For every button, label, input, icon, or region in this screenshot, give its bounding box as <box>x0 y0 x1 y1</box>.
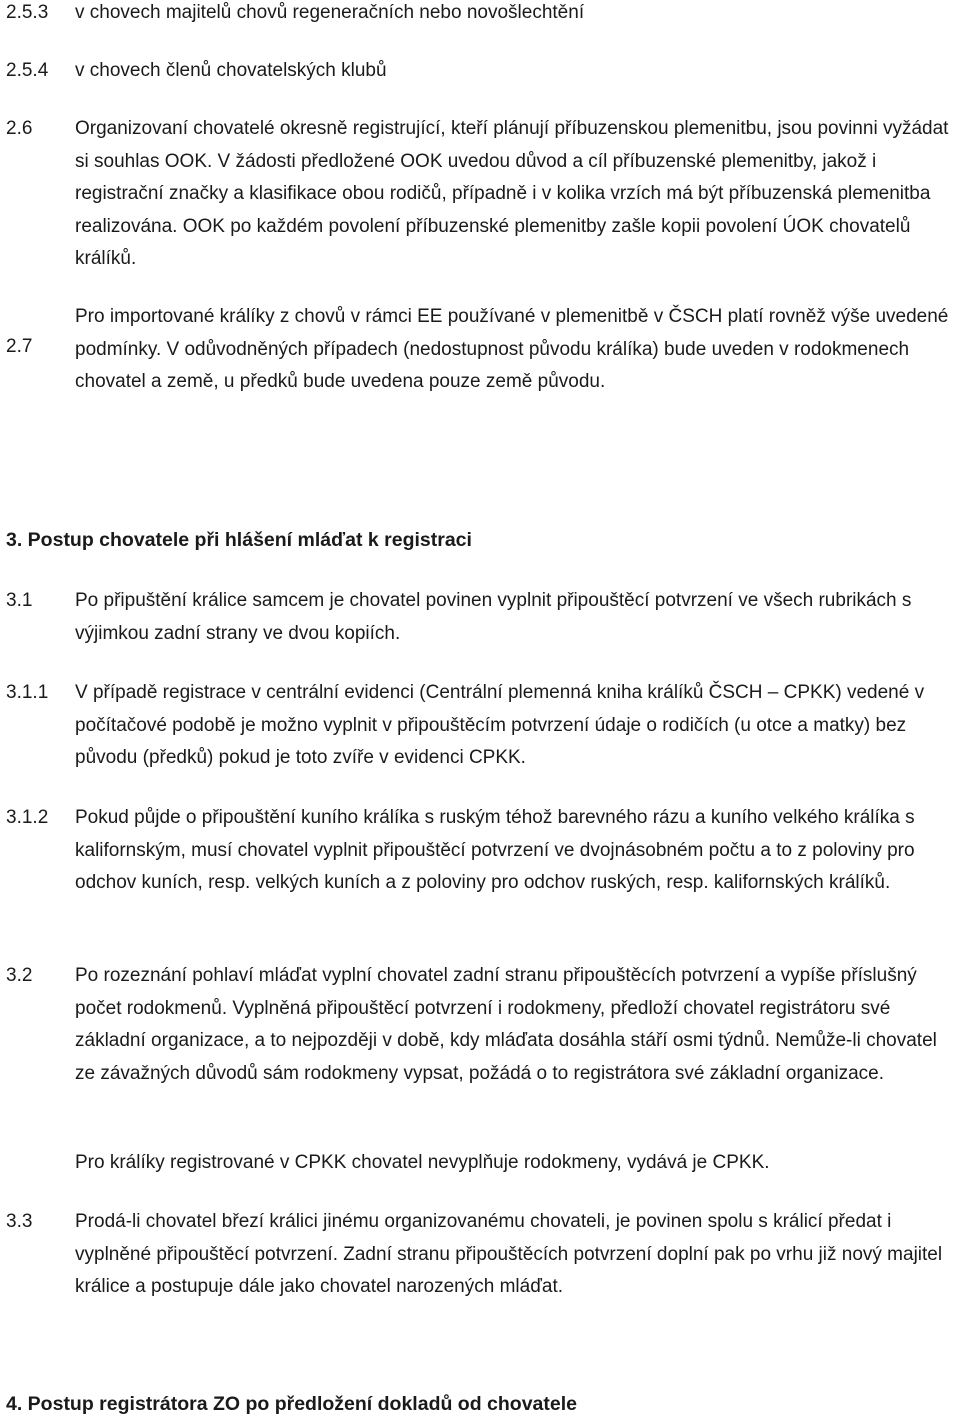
item-text: Pro králíky registrované v CPKK chovatel nevyplňuje rodokmeny, vydává je CPKK. <box>75 1152 770 1173</box>
item-text: Po rozeznání pohlaví mláďat vyplní chovatel zadní stranu připouštěcích potvrzení a vypíše příslušný počet rodokmenů. Vyplněná připouštěcí potvrzení i rodokmeny, předloží chovatel registrátoru své základní organizace, a to nejpozději v době, kdy mláďata dosáhla stáří osmi týdnů. Nemůže-li chovatel ze závažných důvodů sám rodokmeny vypsat, požádá o to registrátora své základní organizace. <box>75 965 937 1084</box>
item-number: 2.6 <box>6 118 33 139</box>
item-text: Po připuštění králice samcem je chovatel povinen vyplnit připouštěcí potvrzení ve všech rubrikách s výjimkou zadní strany ve dvou kopiích. <box>75 590 912 644</box>
item-number: 2.7 <box>6 336 33 357</box>
item-text: v chovech členů chovatelských klubů <box>75 60 387 81</box>
item-text: v chovech majitelů chovů regeneračních nebo novošlechtění <box>75 2 585 23</box>
section-heading: 3. Postup chovatele při hlášení mláďat k registraci <box>6 529 472 551</box>
item-text: Pokud půjde o připouštění kuního králíka s ruským téhož barevného rázu a kuního velkého králíka s kalifornským, musí chovatel vyplnit připouštěcí potvrzení ve dvojnásobném počtu a to z poloviny pro odchov kuních, resp. velkých kuních a z poloviny pro odchov ruských, resp. kalifornských králíků. <box>75 807 915 893</box>
item-text: Prodá-li chovatel březí králici jinému organizovanému chovateli, je povinen spolu s králicí předat i vyplněné připouštěcí potvrzení. Zadní stranu připouštěcích potvrzení doplní pak po vrhu již nový majitel králice a postupuje dále jako chovatel narozených mláďat. <box>75 1211 943 1297</box>
item-number: 3.2 <box>6 965 33 986</box>
item-number: 3.1 <box>6 590 33 611</box>
item-number: 2.5.4 <box>6 60 49 81</box>
item-number: 3.3 <box>6 1211 33 1232</box>
item-number: 3.1.2 <box>6 807 49 828</box>
section-heading: 4. Postup registrátora ZO po předložení dokladů od chovatele <box>6 1393 578 1415</box>
item-text: V případě registrace v centrální evidenci (Centrální plemenná kniha králíků ČSCH – CPKK) vedené v počítačové podobě je možno vyplnit v připouštěcím potvrzení údaje o rodičích (u otce a matky) bez původu (předků) pokud je toto zvíře v evidenci CPKK. <box>75 682 925 768</box>
item-number: 2.5.3 <box>6 2 49 23</box>
item-number: 3.1.1 <box>6 682 49 703</box>
item-text: Organizovaní chovatelé okresně registrující, kteří plánují příbuzenskou plemenitbu, jsou povinni vyžádat si souhlas OOK. V žádosti předložené OOK uvedou důvod a cíl příbuzenské plemenitby, jakož i registrační značky a klasifikace obou rodičů, případně i v kolika vrzích má být příbuzenská plemenitba realizována. OOK po každém povolení příbuzenské plemenitby zašle kopii povolení ÚOK chovatelů králíků. <box>75 118 949 269</box>
item-text: Pro importované králíky z chovů v rámci EE používané v plemenitbě v ČSCH platí rovněž výše uvedené podmínky. V odůvodněných případech (nedostupnost původu králíka) bude uveden v rodokmenech chovatel a země, u předků bude uvedena pouze země původu. <box>75 306 949 392</box>
